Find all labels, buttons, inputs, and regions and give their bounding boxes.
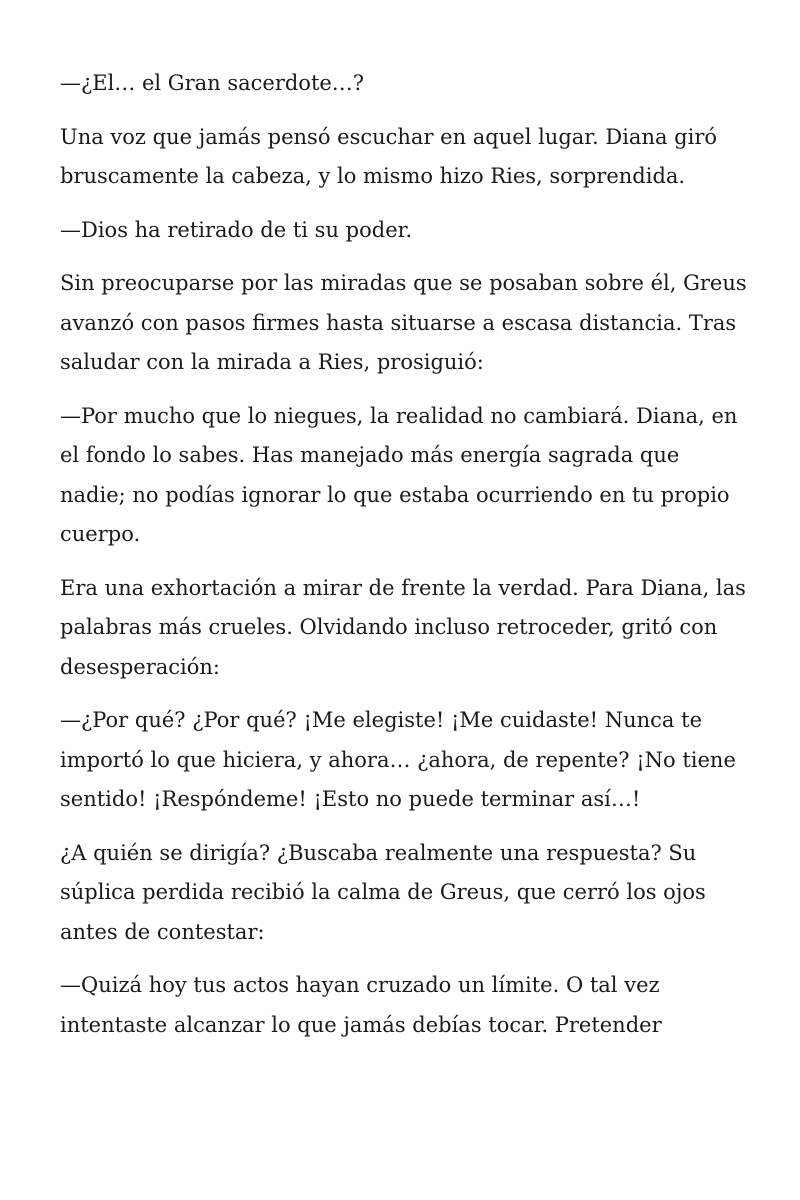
paragraph: —¿El… el Gran sacerdote…? <box>60 71 365 95</box>
paragraph: —Dios ha retirado de ti su poder. <box>60 217 413 242</box>
paragraph: ¿A quién se dirigía? ¿Buscaba realmente una respuesta? Su súplica perdida recibió la calma de Greus, que cerró los ojos antes de contestar: <box>60 840 706 944</box>
paragraph: —Quizá hoy tus actos hayan cruzado un límite. O tal vez intentaste alcanzar lo que jamás debías tocar. Pretender <box>60 973 662 1037</box>
paragraph: Sin preocuparse por las miradas que se posaban sobre él, Greus avanzó con pasos firmes hasta situarse a escasa distancia. Tras saludar con la mirada a Ries, prosiguió: <box>60 271 747 374</box>
book-page <box>60 64 750 1059</box>
paragraph: Era una exhortación a mirar de frente la verdad. Para Diana, las palabras más crueles. Olvidando incluso retroceder, gritó con desesperación: <box>60 575 746 679</box>
paragraph: —¿Por qué? ¿Por qué? ¡Me elegiste! ¡Me cuidaste! Nunca te importó lo que hiciera, y ahora… ¿ahora, de repente? ¡No tiene sentido! ¡Respóndeme! ¡Esto no puede terminar así…! <box>60 708 736 811</box>
paragraph: —Por mucho que lo niegues, la realidad no cambiará. Diana, en el fondo lo sabes. Has manejado más energía sagrada que nadie; no podías ignorar lo que estaba ocurriendo en tu propio cuerpo. <box>60 403 738 546</box>
paragraph: Una voz que jamás pensó escuchar en aquel lugar. Diana giró bruscamente la cabeza, y lo mismo hizo Ries, sorprendida. <box>60 124 718 188</box>
